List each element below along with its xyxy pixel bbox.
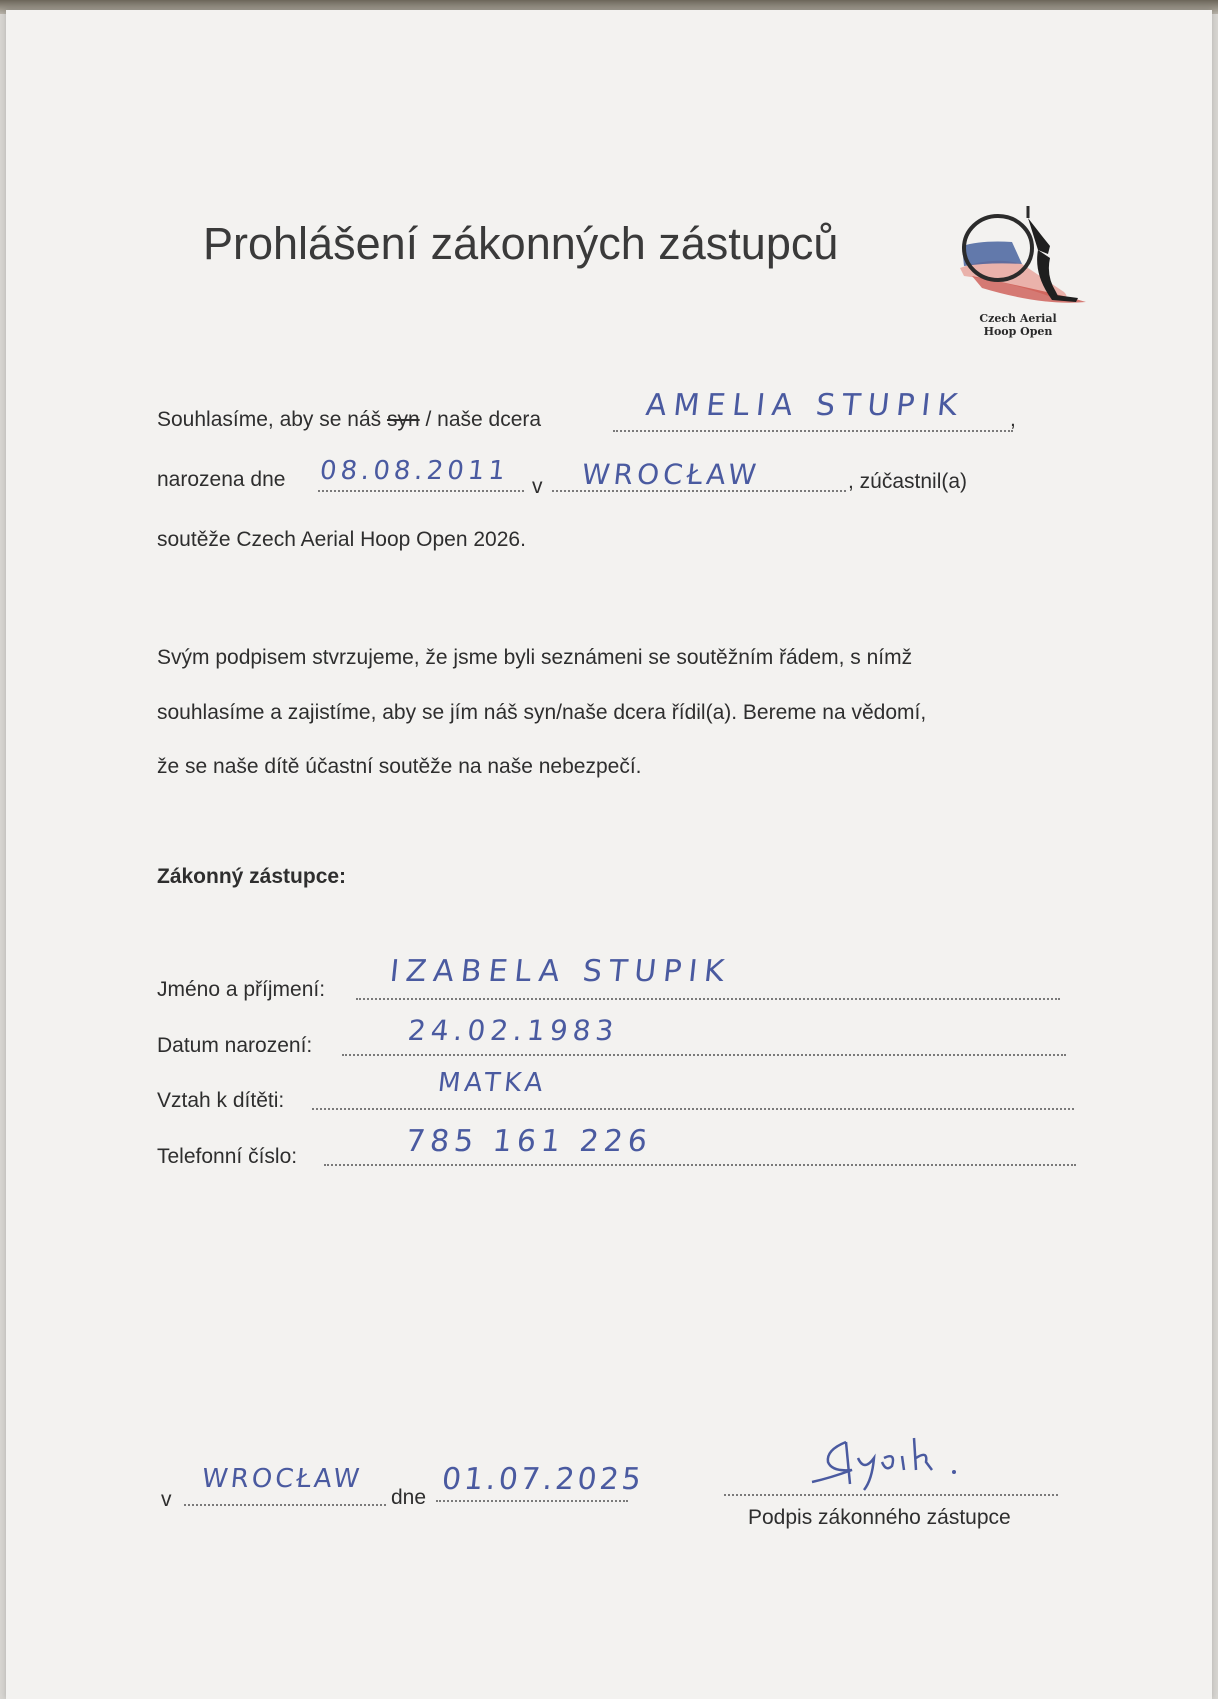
footer-date-value: 01.07.2025 bbox=[440, 1462, 646, 1497]
guardian-dob-label: Datum narození: bbox=[157, 1034, 313, 1057]
guardian-signature bbox=[806, 1432, 976, 1496]
paragraph-line-1: Svým podpisem stvrzujeme, že jsme byli seznámeni se soutěžním řádem, s nímž bbox=[157, 646, 913, 669]
consent-line-1 bbox=[157, 408, 541, 432]
birth-date-value: 08.08.2011 bbox=[318, 456, 511, 486]
guardian-heading: Zákonný zástupce: bbox=[157, 865, 347, 888]
footer-place-field[interactable] bbox=[184, 1504, 386, 1506]
document-sheet bbox=[6, 10, 1212, 1699]
child-name-field[interactable] bbox=[613, 430, 1013, 432]
guardian-name-field[interactable] bbox=[356, 998, 1060, 1000]
logo-caption-line1: Czech Aerial bbox=[979, 312, 1057, 325]
footer-place-value: WROCŁAW bbox=[200, 1464, 364, 1494]
consent-line-3: soutěže Czech Aerial Hoop Open 2026. bbox=[157, 528, 526, 551]
paragraph-line-2: souhlasíme a zajistíme, aby se jím náš syn/naše dcera řídil(a). Bereme na vědomí, bbox=[157, 701, 927, 724]
guardian-phone-value: 785 161 226 bbox=[404, 1124, 654, 1159]
guardian-name-value: IZABELA STUPIK bbox=[388, 954, 733, 989]
guardian-phone-field[interactable] bbox=[324, 1164, 1076, 1166]
child-name-value: AMELIA STUPIK bbox=[644, 388, 966, 423]
consent-middle: / naše dcera bbox=[425, 408, 542, 431]
footer-date-label: dne bbox=[391, 1486, 427, 1509]
birth-date-field[interactable] bbox=[318, 490, 524, 492]
signature-label: Podpis zákonného zástupce bbox=[748, 1506, 1011, 1529]
footer-v-label: v bbox=[161, 1488, 172, 1511]
participated-label: , zúčastnil(a) bbox=[848, 470, 968, 493]
guardian-name-label: Jméno a příjmení: bbox=[157, 978, 326, 1001]
guardian-relation-value: MATKA bbox=[436, 1068, 549, 1098]
consent-syn-struck: syn bbox=[386, 408, 420, 431]
born-label: narozena dne bbox=[157, 468, 286, 491]
in-label: v bbox=[532, 475, 543, 498]
guardian-dob-value: 24.02.1983 bbox=[406, 1014, 621, 1047]
logo-caption bbox=[952, 312, 1084, 338]
guardian-phone-label: Telefonní číslo: bbox=[157, 1145, 298, 1168]
consent-comma: , bbox=[1010, 408, 1016, 431]
logo-caption-line2: Hoop Open bbox=[983, 325, 1053, 338]
birth-place-value: WROCŁAW bbox=[580, 458, 762, 491]
paragraph-line-3: že se naše dítě účastní soutěže na naše nebezpečí. bbox=[157, 755, 642, 778]
guardian-relation-label: Vztah k dítěti: bbox=[157, 1089, 285, 1112]
footer-date-field[interactable] bbox=[436, 1500, 628, 1502]
guardian-dob-field[interactable] bbox=[342, 1054, 1066, 1056]
guardian-relation-field[interactable] bbox=[312, 1108, 1074, 1110]
consent-prefix: Souhlasíme, aby se náš bbox=[157, 408, 382, 431]
document-title: Prohlášení zákonných zástupců bbox=[203, 218, 839, 269]
